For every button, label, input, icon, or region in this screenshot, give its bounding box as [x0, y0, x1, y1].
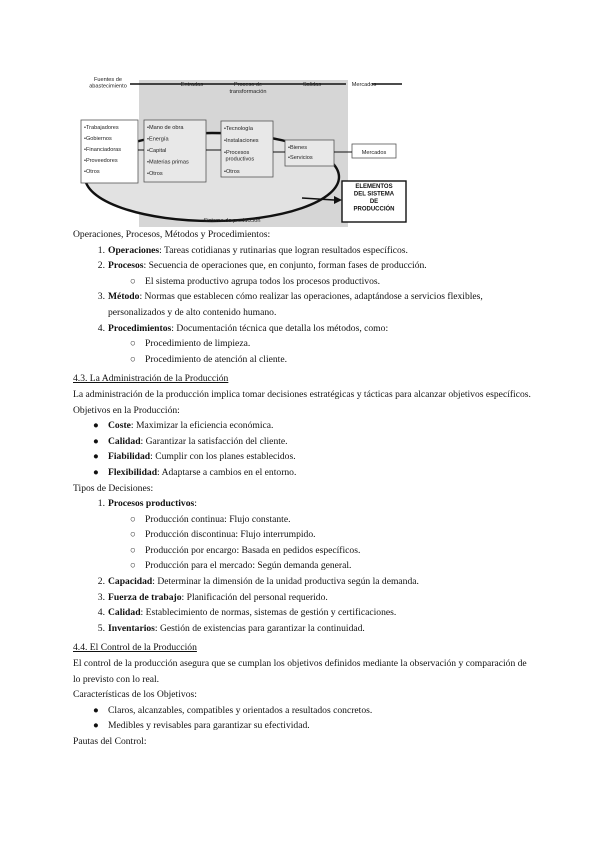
sub-list-item [73, 543, 533, 559]
item-term: Fuerza de trabajo [108, 591, 182, 603]
process-item: •Otros [224, 169, 240, 175]
label-destination: Mercados [351, 82, 377, 88]
list-marker: 4. [97, 607, 105, 619]
output-item: •Bienes [288, 145, 308, 151]
input-item: •Materias primas [147, 159, 189, 166]
process-item: •Instalaciones [224, 138, 259, 144]
decisions-list [73, 496, 533, 636]
sub-item-text: Procedimiento de limpieza. [145, 338, 251, 350]
item-text: : Tareas cotidianas y rutinarias que logran resultados específicos. [159, 244, 408, 256]
list-marker: ● [93, 435, 99, 447]
input-item: •Capital [147, 148, 167, 154]
process-item: •Procesos productivos [224, 150, 255, 163]
characteristics-list [73, 703, 533, 734]
document-body [73, 227, 533, 750]
list-marker: 1. [97, 244, 105, 256]
item-term: Flexibilidad [108, 466, 158, 478]
process-item: •Tecnología [224, 126, 254, 132]
bullet-list-item [73, 465, 533, 481]
circle-bullet-icon: ○ [130, 544, 136, 556]
list-marker: 1. [97, 498, 105, 510]
source-item: •Otros [84, 169, 100, 175]
label-inputs: Entradas [180, 82, 204, 88]
list-marker: 3. [97, 291, 105, 303]
markets-label: Mercados [361, 150, 387, 156]
bullet-list-item [73, 434, 533, 450]
item-text: : Documentación técnica que detalla los métodos, como: [171, 322, 389, 334]
bullet-list-item [73, 718, 533, 734]
item-term: Calidad [108, 435, 141, 447]
sub-list-item [73, 558, 533, 574]
item-term: Procedimientos [108, 322, 172, 334]
output-item: •Servicios [288, 155, 313, 161]
diagram-canvas [72, 72, 422, 227]
label-outputs: Salidas [302, 82, 322, 88]
circle-bullet-icon: ○ [130, 338, 136, 350]
input-item: •Otros [147, 171, 163, 177]
numbered-list-item [73, 574, 533, 590]
production-system-diagram [72, 72, 422, 227]
decisions-title: Tipos de Decisiones: [73, 482, 154, 494]
numbered-list-item [73, 496, 533, 512]
list-marker: ● [93, 451, 99, 463]
numbered-list-item [73, 258, 533, 274]
sub-item-text: Producción para el mercado: Según demanda general. [145, 560, 352, 572]
circle-bullet-icon: ○ [130, 353, 136, 365]
item-text: : [194, 498, 197, 510]
item-term: Fiabilidad [108, 451, 151, 463]
sub-item-text: Producción continua: Flujo constante. [145, 513, 291, 525]
item-term: Método [108, 291, 140, 303]
source-item: •Trabajadores [84, 125, 119, 131]
item-term: Capacidad [108, 576, 153, 588]
section3-heading: 4.4. El Control de la Producción [73, 642, 197, 654]
item-text: : Normas que establecen cómo realizar las operaciones, adaptándose a servicios flexibles, personalizados y de alto contenido humano. [108, 291, 483, 318]
item-text: : Planificación del personal requerido. [181, 591, 328, 603]
section3-intro: El control de la producción asegura que se cumplan los objetivos definidos mediante la observación y comparación de lo previsto con lo real. [73, 658, 527, 685]
item-term: Operaciones [108, 244, 160, 256]
item-text: : Secuencia de operaciones que, en conjunto, forman fases de producción. [143, 260, 427, 272]
list-marker: 2. [97, 260, 105, 272]
item-term: Procesos productivos [108, 498, 195, 510]
circle-bullet-icon: ○ [130, 560, 136, 572]
numbered-list-item [73, 590, 533, 606]
section2-intro: La administración de la producción implica tomar decisiones estratégicas y tácticas para alcanzar objetivos específicos. [73, 388, 531, 400]
label-source: Fuentes de abastecimiento [89, 77, 127, 90]
input-item: •Energía [147, 136, 169, 143]
circle-bullet-icon: ○ [130, 275, 136, 287]
bullet-icon: ● [93, 720, 99, 732]
guidelines-title: Pautas del Control: [73, 736, 147, 747]
characteristics-title: Características de los Objetivos: [73, 689, 197, 701]
numbered-list-item [73, 621, 533, 637]
source-item: •Gobiernos [84, 136, 112, 142]
item-text: : Gestión de existencias para garantizar la continuidad. [154, 622, 365, 634]
item-text: : Adaptarse a cambios en el entorno. [157, 466, 297, 478]
numbered-list-item [73, 321, 533, 337]
sub-item-text: El sistema productivo agrupa todos los procesos productivos. [145, 275, 381, 287]
numbered-list-item [73, 289, 533, 320]
sub-list-item [73, 527, 533, 543]
circle-bullet-icon: ○ [130, 529, 136, 541]
source-item: •Financiadoras [84, 147, 122, 153]
list-marker: 4. [97, 322, 105, 334]
bullet-list-item [73, 703, 533, 719]
item-text: : Maximizar la eficiencia económica. [130, 420, 274, 432]
numbered-list-item [73, 243, 533, 259]
objectives-list [73, 418, 533, 480]
section1-list [73, 243, 533, 368]
system-label: Sistema de producción [203, 218, 261, 224]
sub-item-text: Producción por encargo: Basada en pedidos específicos. [145, 544, 361, 556]
list-marker: 3. [97, 591, 105, 603]
item-text: Claros, alcanzables, compatibles y orientados a resultados concretos. [108, 704, 373, 716]
item-text: : Garantizar la satisfacción del cliente. [140, 435, 288, 447]
item-text: Medibles y revisables para garantizar su efectividad. [108, 720, 310, 732]
item-term: Coste [108, 420, 131, 432]
sub-list-item [73, 274, 533, 290]
numbered-list-item [73, 605, 533, 621]
objectives-title: Objetivos en la Producción: [73, 404, 180, 416]
elements-label: ELEMENTOS DEL SISTEMA DE PRODUCCIÓN [353, 184, 395, 213]
source-item: •Proveedores [84, 158, 118, 164]
list-marker: ● [93, 420, 99, 432]
bullet-icon: ● [93, 704, 99, 716]
item-text: : Cumplir con los planes establecidos. [150, 451, 296, 463]
bullet-list-item [73, 449, 533, 465]
item-text: : Establecimiento de normas, sistemas de gestión y certificaciones. [140, 607, 397, 619]
item-term: Calidad [108, 607, 141, 619]
sub-list-item [73, 336, 533, 352]
list-marker: ● [93, 466, 99, 478]
sub-list-item [73, 352, 533, 368]
bullet-list-item [73, 418, 533, 434]
sub-list-item [73, 512, 533, 528]
list-marker: 5. [97, 622, 105, 634]
circle-bullet-icon: ○ [130, 513, 136, 525]
input-item: •Mano de obra [147, 125, 184, 131]
item-term: Procesos [108, 260, 144, 272]
item-text: : Determinar la dimensión de la unidad productiva según la demanda. [152, 576, 419, 588]
list-marker: 2. [97, 576, 105, 588]
label-process: Proceso de transformación [229, 82, 267, 95]
sub-item-text: Procedimiento de atención al cliente. [145, 353, 287, 365]
outputs-box [285, 140, 334, 166]
sub-item-text: Producción discontinua: Flujo interrumpido. [145, 529, 316, 541]
section2-heading: 4.3. La Administración de la Producción [73, 373, 229, 385]
section1-intro: Operaciones, Procesos, Métodos y Procedimientos: [73, 229, 271, 240]
item-term: Inventarios [108, 622, 155, 634]
